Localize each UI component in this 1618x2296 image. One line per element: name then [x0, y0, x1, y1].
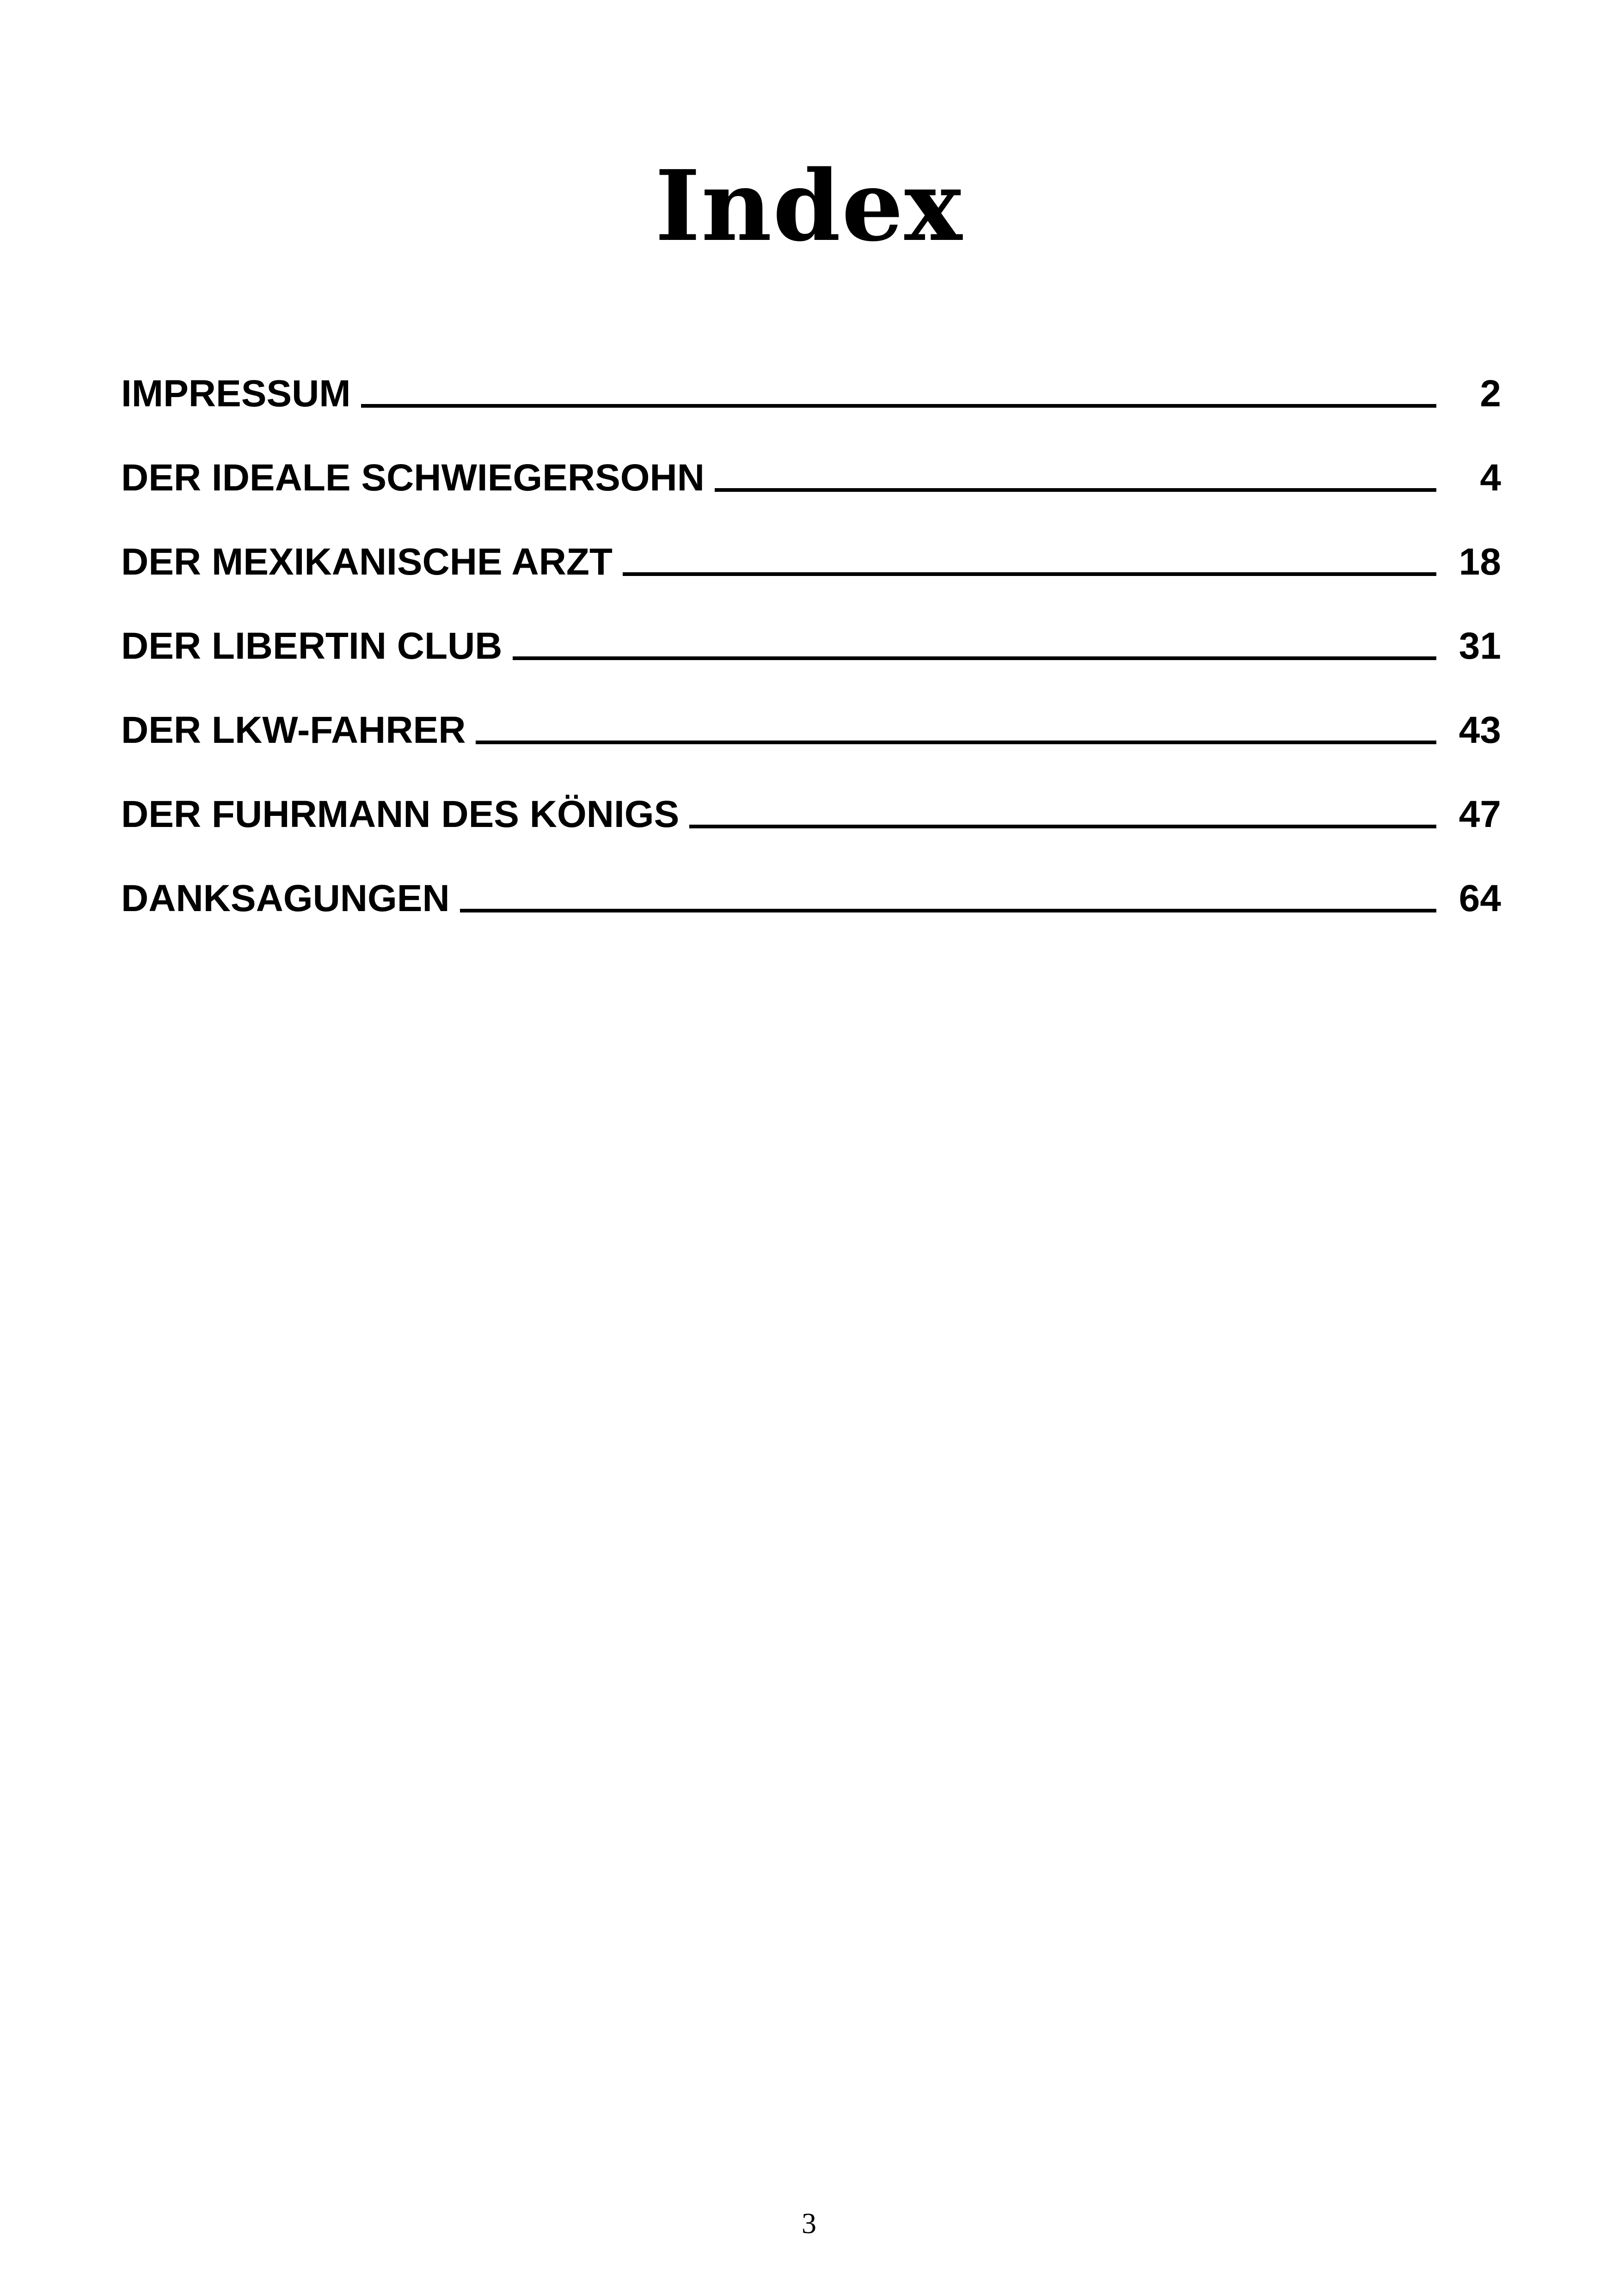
toc-entry-label: DER MEXIKANISCHE ARZT [121, 541, 613, 583]
toc-entry-label: IMPRESSUM [121, 373, 351, 415]
toc-entry-der-mexikanische-arzt[interactable] [121, 501, 1501, 585]
toc-entry-page: 2 [1480, 373, 1501, 415]
toc-leader-line [623, 572, 1436, 576]
toc-entry-page: 47 [1459, 793, 1501, 835]
table-of-contents [121, 333, 1501, 922]
toc-leader-line [513, 656, 1436, 660]
toc-entry-danksagungen[interactable] [121, 838, 1501, 922]
toc-entry-label: DANKSAGUNGEN [121, 877, 450, 919]
toc-entry-der-ideale-schwiegersohn[interactable] [121, 417, 1501, 501]
toc-entry-der-libertin-club[interactable] [121, 585, 1501, 669]
toc-leader-line [460, 909, 1436, 912]
toc-entry-page: 31 [1459, 625, 1501, 667]
toc-entry-label: DER IDEALE SCHWIEGERSOHN [121, 457, 705, 499]
toc-entry-page: 43 [1459, 709, 1501, 751]
toc-entry-label: DER LIBERTIN CLUB [121, 625, 503, 667]
toc-entry-der-lkw-fahrer[interactable] [121, 669, 1501, 753]
toc-leader-line [715, 488, 1436, 492]
toc-leader-line [476, 741, 1436, 744]
toc-entry-page: 4 [1480, 457, 1501, 499]
toc-entry-label: DER FUHRMANN DES KÖNIGS [121, 793, 680, 835]
toc-leader-line [689, 825, 1436, 828]
toc-entry-page: 18 [1459, 541, 1501, 583]
toc-leader-line [361, 404, 1436, 408]
toc-entry-label: DER LKW-FAHRER [121, 709, 466, 751]
page-number: 3 [802, 2207, 816, 2240]
toc-entry-page: 64 [1459, 877, 1501, 919]
toc-entry-impressum[interactable] [121, 333, 1501, 417]
page-title: Index [655, 148, 963, 263]
toc-entry-der-fuhrmann-des-koenigs[interactable] [121, 753, 1501, 838]
